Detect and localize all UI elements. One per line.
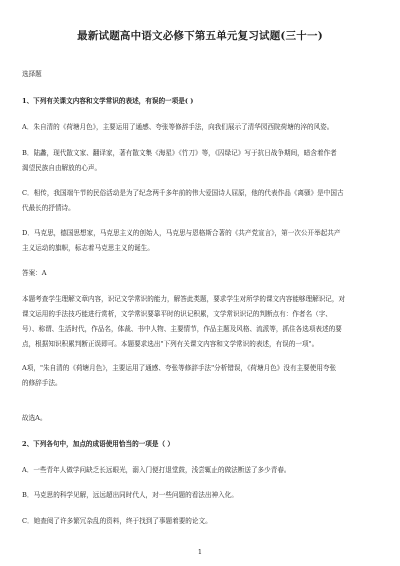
page-title: 最新试题高中语文必修下第五单元复习试题(三十一) (77, 30, 323, 42)
question-1-analysis-line3: 号）、称谓、生活时代，作品名，体裁、书中人物、主要情节，作品主题及风格、流派等，抓住各选项表述的要 (22, 325, 342, 333)
question-1-option-b-line2: 渴望民族自由解放的心声。 (22, 164, 102, 172)
question-1-option-c-line2: 代最长的抒情诗。 (22, 204, 75, 212)
question-1-option-b-line1: B．陆蠡，现代散文家、翻译家，著有散文集《海星》《竹刀》等，《囚绿记》写于抗日战争期间，暗含着作者 (22, 149, 337, 157)
section-heading: 选择题 (22, 70, 42, 78)
question-1-option-d-line2: 主义运动的旗帜，标志着马克思主义的诞生。 (22, 244, 154, 252)
question-2-option-c: C．她查阅了许多繁冗杂乱的资料，终于找到了事题着要的论文。 (22, 517, 212, 525)
question-2-option-a: A．一些青年人做学问缺乏长远眼光，溺入门便打退堂鼓，浅尝辄止的做法断送了多少青春。 (22, 466, 291, 474)
question-2-option-b: B．马克思的科学见解，远远超出同时代人，对一些问题的看法出神入化。 (22, 491, 238, 499)
question-1-explanation-line1: A项，"朱自清的《荷塘月色》，主要运用了通感、夸张等修辞手法"分析错误，《荷塘月色》没有主要使用夸张 (22, 364, 337, 372)
question-2-stem: 2、下列各句中，加点的成语使用恰当的一项是（ ） (22, 440, 174, 448)
question-1-answer: 答案：A (22, 269, 47, 277)
question-1-explanation-line2: 的修辞手法。 (22, 379, 62, 387)
question-1-analysis-line4: 点，根据知识积累判断正误即可。本题要求选出"下列有关课文内容和文学常识的表述，有误的一项"。 (22, 340, 319, 348)
question-1-stem: 1、下列有关课文内容和文学常识的表述，有误的一项是( ) (22, 97, 194, 105)
question-1-option-a: A．朱自清的《荷塘月色》，主要运用了通感、夸张等修辞手法，向我们展示了清华园西院荷塘的淬的风姿。 (22, 123, 334, 131)
question-1-option-c-line1: C．相传，我国端午节的民俗活动是为了纪念两千多年前的伟大爱国诗人屈原，他的代表作品《离骚》是中国古 (22, 189, 344, 197)
page-number: 1 (197, 548, 203, 556)
question-1-analysis-line1: 本题考查学生理解文章内容，识记文学常识的能力，解答此类题，要求学生对所学的课文内容能够理解识记，对 (22, 295, 346, 303)
question-1-analysis-line2: 课文运用的手法技巧能进行赏析，文学常识要靠平时的识记积累，文学常识识记的判断点有：作者名（字、 (22, 310, 332, 318)
question-1-option-d-line1: D．马克思，德国思想家，马克思主义的创始人，马克思与恩格斯合著的《共产党宣言》，第一次公开举起共产 (22, 229, 341, 237)
question-1-conclusion: 故选A。 (22, 414, 47, 422)
